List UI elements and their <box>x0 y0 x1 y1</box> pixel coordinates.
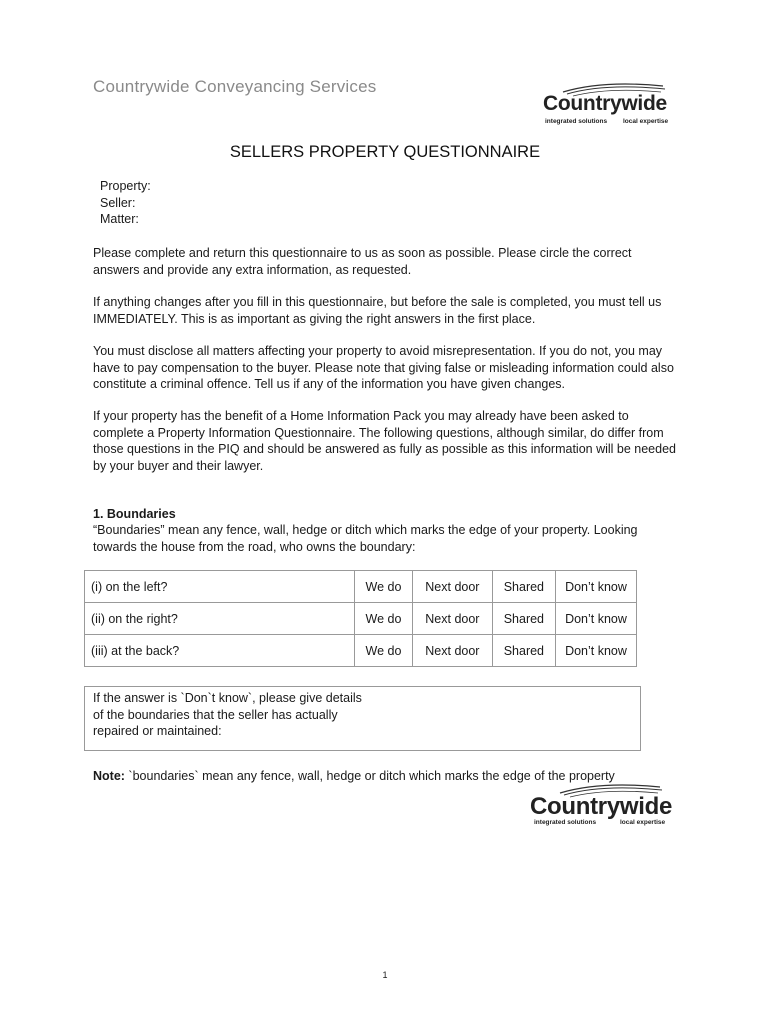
table-row <box>85 603 637 635</box>
paragraph-complete: Please complete and return this questionnaire to us as soon as possible. Please circle the correct answers and provide any extra information, as requested. <box>93 246 632 277</box>
section-intro: “Boundaries” mean any fence, wall, hedge or ditch which marks the edge of your property. Looking towards the house from the road, who owns the boundary: <box>93 523 638 554</box>
logo-tag-right: local expertise <box>623 118 669 125</box>
countrywide-logo-bottom <box>530 781 680 841</box>
option-dont-know[interactable]: Don’t know <box>556 635 637 667</box>
countrywide-logo-top <box>543 78 693 138</box>
logo-word: Countrywide <box>530 793 673 820</box>
table-row <box>85 635 637 667</box>
property-label: Property: <box>100 179 151 193</box>
page-title: SELLERS PROPERTY QUESTIONNAIRE <box>229 143 541 161</box>
details-prompt: If the answer is `Don`t know`, please give details of the boundaries that the seller has actually repaired or maintained: <box>93 691 362 738</box>
paragraph-disclose: You must disclose all matters affecting your property to avoid misrepresentation. If you do not, you may have to pay compensation to the buyer. Please note that giving false or misleading information could also constitute a criminal offence. Tell us if any of the information you have given changes. <box>93 344 674 391</box>
row-question: (ii) on the right? <box>85 603 355 635</box>
paragraph-hip: If your property has the benefit of a Home Information Pack you may already have been asked to complete a Property Information Questionnaire. The following questions, although similar, do differ from those questions in the PIQ and should be answered as fully as possible as this information will be needed by your buyer and their lawyer. <box>93 409 676 473</box>
option-shared[interactable]: Shared <box>492 635 555 667</box>
logo-tag-left: integrated solutions <box>545 118 608 125</box>
option-next-door[interactable]: Next door <box>413 603 493 635</box>
option-next-door[interactable]: Next door <box>413 571 493 603</box>
option-dont-know[interactable]: Don’t know <box>556 603 637 635</box>
details-field[interactable] <box>84 686 641 751</box>
logo-word: Countrywide <box>543 92 667 115</box>
header-brand: Countrywide Conveyancing Services <box>93 77 377 96</box>
table-row <box>85 571 637 603</box>
boundaries-table <box>84 570 637 667</box>
note-label: Note: <box>93 769 125 783</box>
logo-tag-right: local expertise <box>620 819 666 826</box>
option-dont-know[interactable]: Don’t know <box>556 571 637 603</box>
row-question: (iii) at the back? <box>85 635 355 667</box>
option-we-do[interactable]: We do <box>355 635 413 667</box>
option-we-do[interactable]: We do <box>355 603 413 635</box>
section-heading: 1. Boundaries <box>93 507 176 521</box>
matter-label: Matter: <box>100 212 139 226</box>
row-question: (i) on the left? <box>85 571 355 603</box>
option-shared[interactable]: Shared <box>492 603 555 635</box>
seller-label: Seller: <box>100 196 136 210</box>
option-shared[interactable]: Shared <box>492 571 555 603</box>
note-text: `boundaries` mean any fence, wall, hedge or ditch which marks the edge of the property <box>124 769 615 783</box>
page-number: 1 <box>382 970 388 980</box>
option-next-door[interactable]: Next door <box>413 635 493 667</box>
paragraph-changes: If anything changes after you fill in this questionnaire, but before the sale is completed, you must tell us IMMEDIATELY. This is as important as giving the right answers in the first place. <box>93 295 662 326</box>
logo-tag-left: integrated solutions <box>534 819 597 826</box>
option-we-do[interactable]: We do <box>355 571 413 603</box>
